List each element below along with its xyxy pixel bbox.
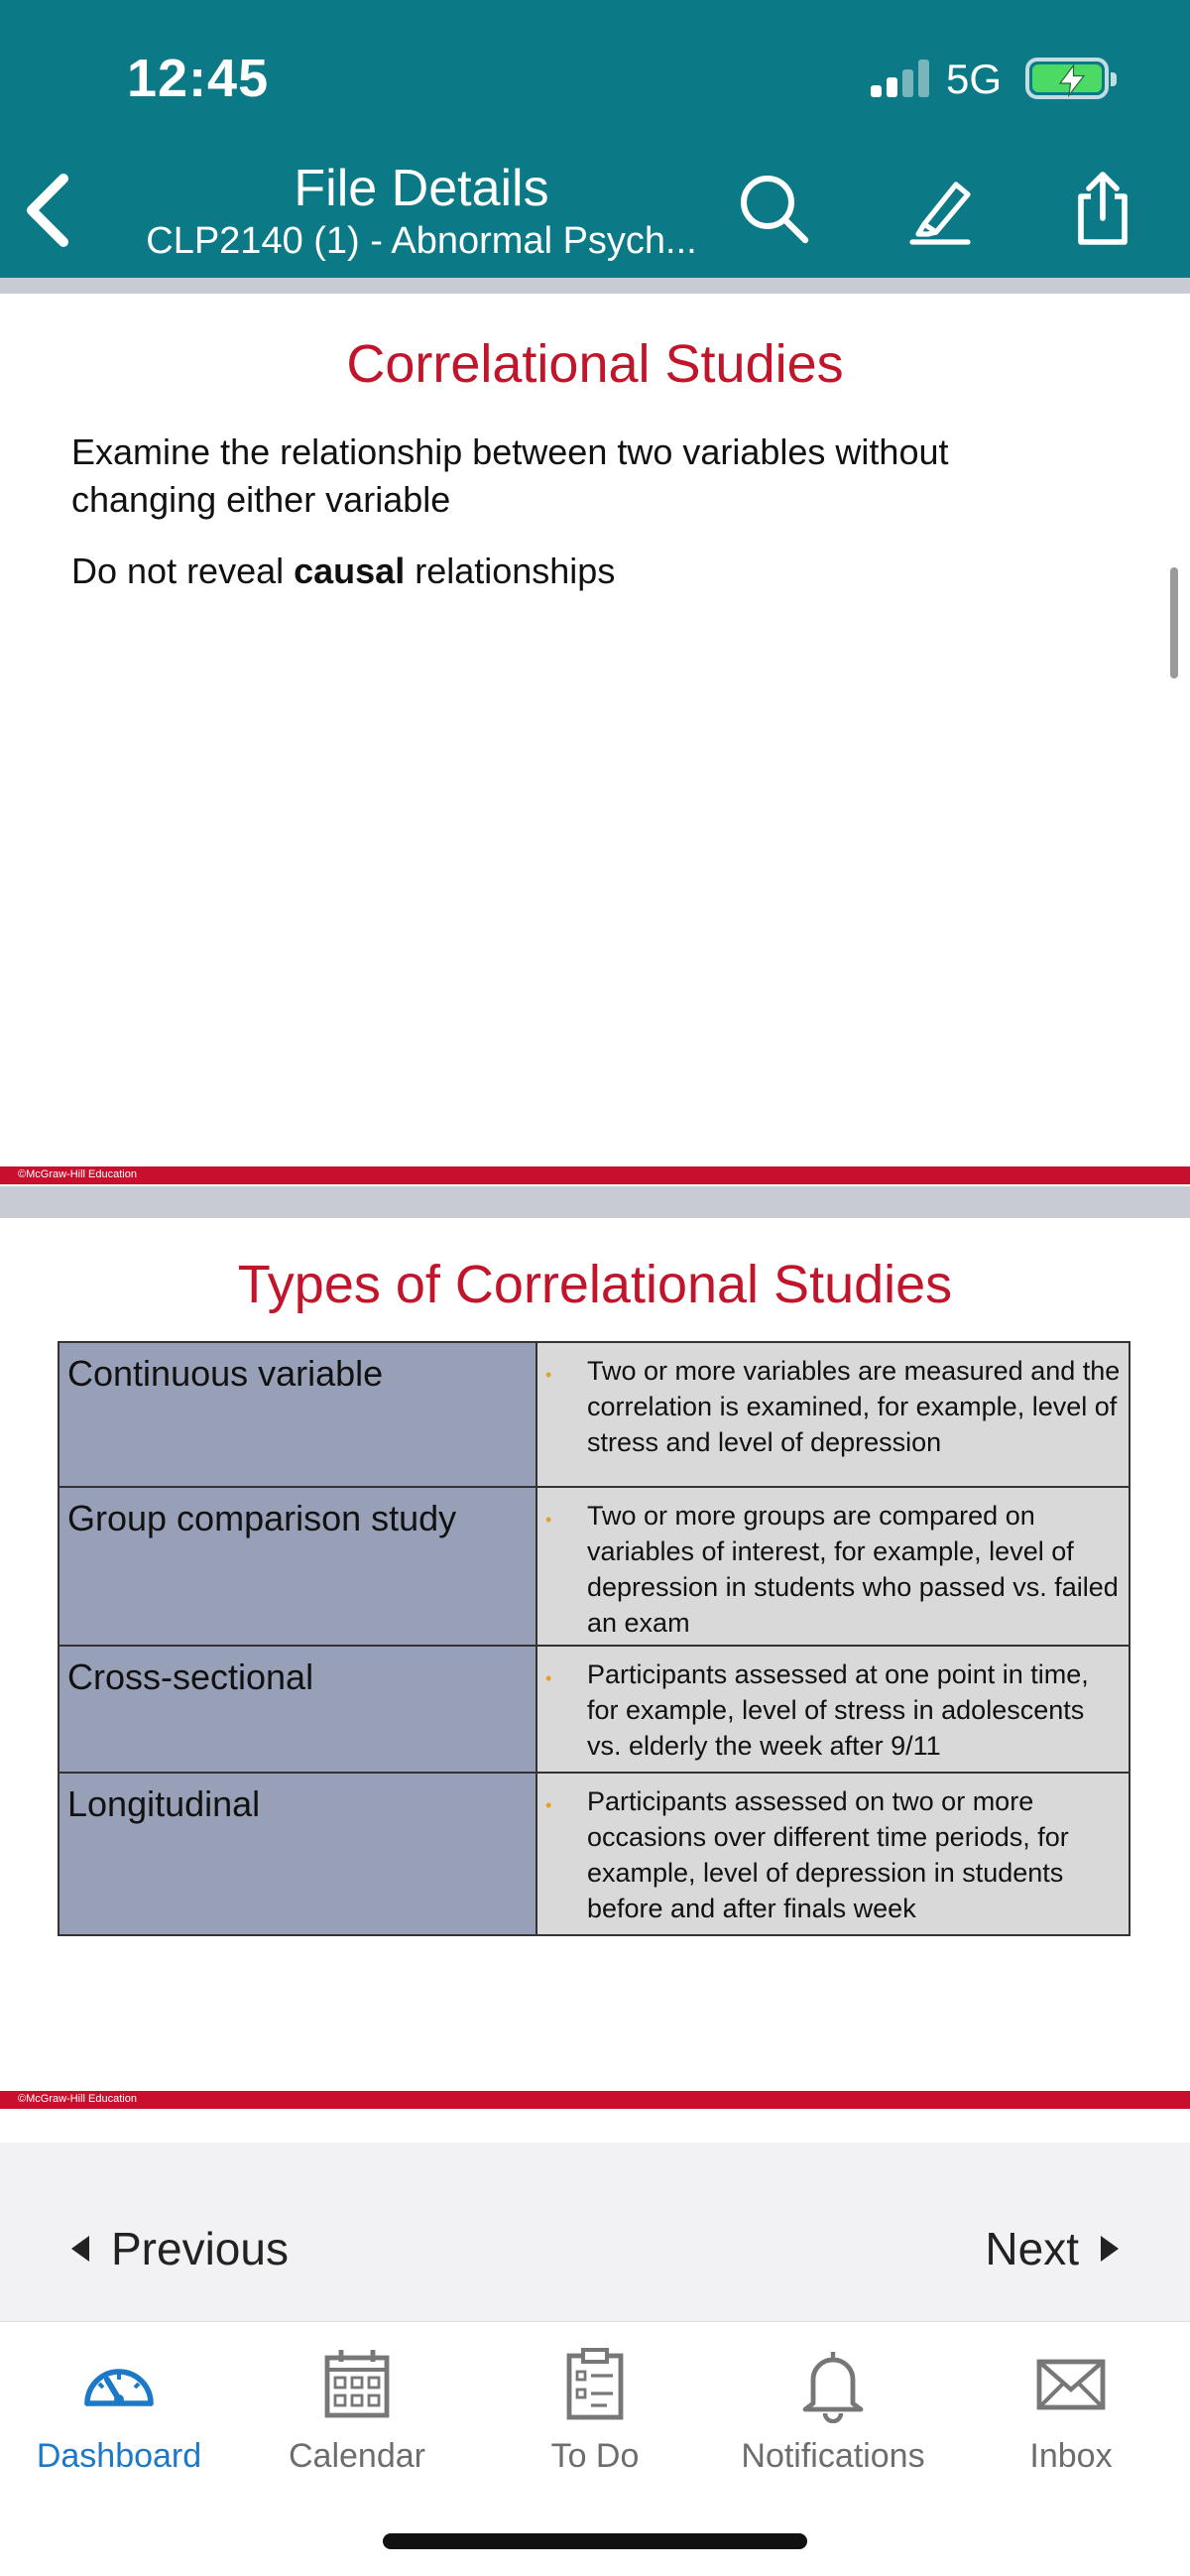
bell-icon [793,2344,873,2423]
caret-right-icon [1101,2236,1119,2262]
status-time: 12:45 [127,49,270,108]
tab-label: Calendar [289,2437,425,2475]
tab-label: Inbox [1029,2437,1113,2475]
study-type-term: Longitudinal [59,1773,536,1935]
tab-dashboard[interactable] [0,2344,238,2476]
caret-left-icon [71,2236,89,2262]
study-type-term: Continuous variable [59,1342,536,1487]
home-indicator[interactable] [383,2533,807,2549]
share-icon[interactable] [1063,169,1142,248]
slide-body-line [71,548,1103,595]
next-label: Next [985,2223,1079,2274]
study-type-description: • Two or more variables are measured and the correlation is examined, for example, level of stress and level of depression [536,1342,1130,1487]
tab-notifications[interactable] [714,2344,952,2476]
slide-body-line: Examine the relationship between two variables without changing either variable [71,431,949,520]
tab-label: Notifications [741,2437,925,2475]
tab-label: To Do [550,2437,640,2475]
dashboard-icon [79,2344,159,2423]
next-button[interactable] [985,2222,1119,2275]
slide-types-of-correlational-studies [0,1218,1190,2143]
table-row [59,1487,1130,1646]
page-subtitle: CLP2140 (1) - Abnormal Psych... [146,220,697,262]
study-type-term: Cross-sectional [59,1646,536,1773]
study-type-term: Group comparison study [59,1487,536,1646]
header-bar [0,0,1190,278]
slide-footer-bar [0,2091,1190,2109]
table-row [59,1342,1130,1487]
copyright-credit: ©McGraw-Hill Education [18,1168,137,1180]
bold-word: causal [294,551,406,591]
study-type-description: • Two or more groups are compared on variables of interest, for example, level of depression in students who passed vs. failed an exam [536,1487,1130,1646]
tab-todo[interactable] [476,2344,714,2476]
slide-footer-bar [0,1166,1190,1184]
text-segment: relationships [405,551,616,591]
back-chevron-icon[interactable] [20,171,79,250]
slide-title: Types of Correlational Studies [237,1255,953,1314]
previous-button[interactable] [71,2222,289,2275]
todo-icon [555,2344,635,2423]
slide-correlational-studies [0,294,1190,1186]
previous-label: Previous [111,2223,289,2274]
search-icon[interactable] [734,169,813,248]
table-row [59,1773,1130,1935]
pager-bar [0,2143,1190,2321]
study-type-description: • Participants assessed on two or more occasions over different time periods, for example, level of depression in students before and after finals week [536,1773,1130,1935]
tab-calendar[interactable] [238,2344,476,2476]
tab-inbox[interactable] [952,2344,1190,2476]
highlighter-icon[interactable] [900,169,980,248]
network-type: 5G [946,56,1003,102]
copyright-credit: ©McGraw-Hill Education [18,2093,137,2105]
text-segment: Do not reveal [71,551,295,591]
slide-title: Correlational Studies [346,334,844,394]
tab-label: Dashboard [36,2437,202,2475]
signal-icon [871,60,930,97]
table-row [59,1646,1130,1773]
study-types-table [58,1341,1130,1936]
envelope-icon [1031,2344,1111,2423]
calendar-icon [317,2344,397,2423]
page-title: File Details [294,160,549,217]
battery-icon [1025,58,1109,99]
study-type-description: • Participants assessed at one point in time, for example, level of stress in adolescents vs. elderly the week after 9/11 [536,1646,1130,1773]
scrollbar[interactable] [1170,567,1178,678]
